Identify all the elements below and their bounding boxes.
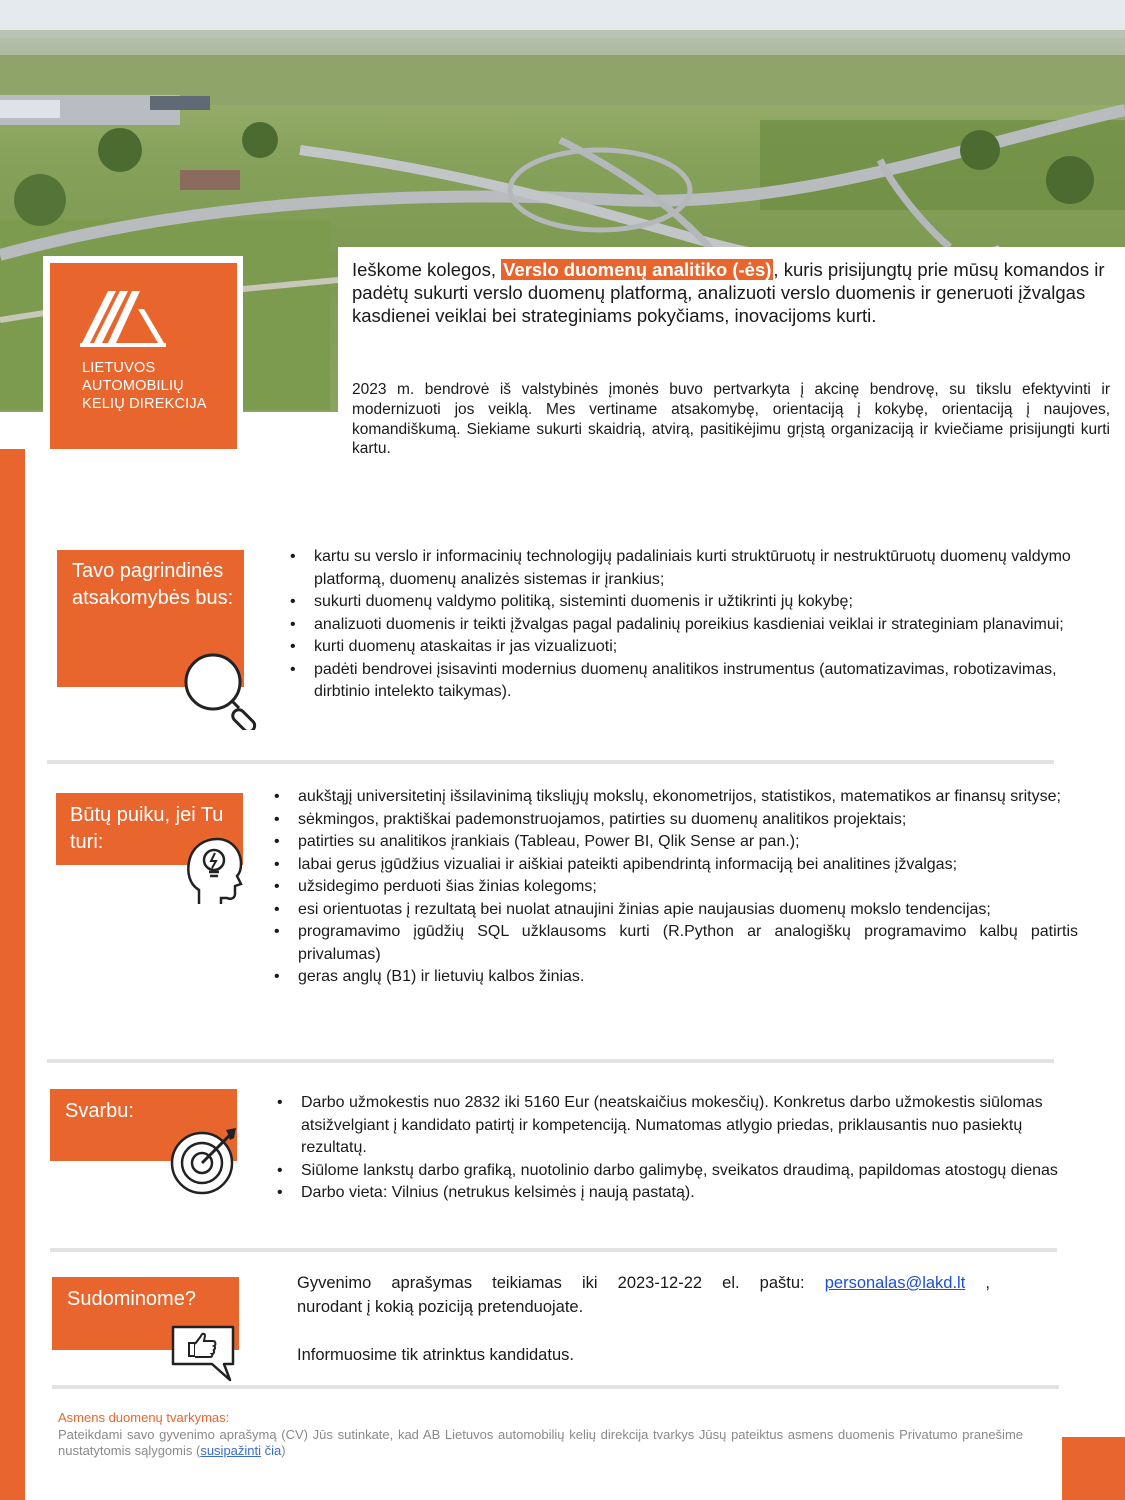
contact-line xyxy=(297,1271,990,1295)
logo-text xyxy=(82,359,207,413)
requirements-list xyxy=(270,786,1078,989)
list-item: • Siūlome lankstų darbo grafiką, nuotolinio darbo galimybę, sveikatos draudimą, papildomas atostogų dienas xyxy=(273,1160,1063,1183)
head-lightbulb-icon xyxy=(185,836,245,913)
privacy-close: ) xyxy=(281,1443,286,1458)
contact-note: Informuosime tik atrinktus kandidatus. xyxy=(297,1346,574,1364)
list-item: • užsidegimo perduoti šias žinias kolegoms; xyxy=(270,876,1078,899)
list-item: • Darbo užmokestis nuo 2832 iki 5160 Eur (neatskaičius mokesčių). Konkretus darbo užmokestis siūlomas atsižvelgiant į kandidato patirtį ir kompetenciją. Numatomas atlygio priedas, priklausantis nuo pasiektų rezultatų. xyxy=(273,1092,1063,1160)
logo-line: AUTOMOBILIŲ xyxy=(82,378,184,394)
list-item: • aukštąjį universitetinį išsilavinimą tiksliųjų mokslų, ekonometrijos, statistikos, matematikos ar finansų srityse; xyxy=(270,786,1078,809)
divider xyxy=(52,1385,1059,1389)
list-item: • padėti bendrovei įsisavinti modernius duomenų analitikos instrumentus (automatizavimas, robotizavimas, dirbtinio intelekto taikymas). xyxy=(286,659,1100,704)
company-about: 2023 m. bendrovė iš valstybinės įmonės buvo pertvarkyta į akcinę bendrovę, su tikslu efektyvinti ir modernizuoti jos veiklą. Mes vertiname atsakomybę, orientaciją į kokybę, orientaciją į naujoves, komandiškumą. Siekiame sukurti skaidrią, atvirą, pasitikėjimu grįstą organizaciją ir kviečiame prisijungti kurti kartu. xyxy=(352,381,1110,458)
thumbs-up-chat-icon xyxy=(170,1324,238,1391)
list-item: • labai gerus įgūdžius vizualiai ir aiškiai pateikti apibendrintą informaciją bei analitines įžvalgas; xyxy=(270,854,1078,877)
divider xyxy=(50,1248,1057,1252)
privacy-link-after: čia xyxy=(261,1443,282,1458)
responsibilities-list xyxy=(286,546,1100,704)
target-arrow-icon xyxy=(170,1126,242,1203)
list-item: • esi orientuotas į rezultatą bei nuolat atnaujini žinias apie naujausias duomenų mokslo tendencijas; xyxy=(270,899,1078,922)
divider xyxy=(47,1059,1054,1063)
privacy-text xyxy=(58,1427,1023,1460)
magnifier-icon xyxy=(183,650,263,735)
left-accent-bar xyxy=(0,449,25,1500)
list-item: • sėkmingos, praktiškai pademonstruojamos, patirties su duomenų analitikos projektais; xyxy=(270,809,1078,832)
important-list xyxy=(273,1092,1063,1205)
privacy-link[interactable]: susipažinti xyxy=(200,1443,262,1458)
list-item: • Darbo vieta: Vilnius (netrukus kelsimės į naują pastatą). xyxy=(273,1182,1063,1205)
list-item: • kurti duomenų ataskaitas ir jas vizualizuoti; xyxy=(286,636,1100,659)
contact-text: Gyvenimo aprašymas teikiamas iki 2023-12-22 el. paštu: xyxy=(297,1274,825,1292)
corner-accent-block xyxy=(1062,1437,1125,1500)
contact-line: nurodant į kokią poziciją pretenduojate. xyxy=(297,1298,584,1316)
road-logo-icon xyxy=(80,291,170,349)
responsibilities-label: Tavo pagrindinės atsakomybės bus: xyxy=(57,550,244,687)
privacy-notice xyxy=(58,1410,1023,1460)
requirements-label: Būtų puiku, jei Tu turi: xyxy=(56,793,243,865)
privacy-title: Asmens duomenų tvarkymas: xyxy=(58,1410,230,1425)
important-label: Svarbu: xyxy=(50,1089,237,1161)
list-item: • geras anglų (B1) ir lietuvių kalbos žinias. xyxy=(270,966,1078,989)
contact-text: , xyxy=(965,1274,990,1292)
list-item: • kartu su verslo ir informacinių technologijų padaliniais kurti struktūruotų ir nestruktūruotų duomenų valdymo platformą, duomenų analizės sistemas ir įrankius; xyxy=(286,546,1100,591)
logo-line: LIETUVOS xyxy=(82,360,156,376)
intro-after: , kuris prisijungtų prie mūsų komandos ir padėtų sukurti verslo duomenų platformą, analizuoti verslo duomenis ir generuoti įžvalgas kasdienei veiklai bei strateginiams pokyčiams, inovacijoms kurti. xyxy=(352,259,1105,326)
intro-text xyxy=(352,258,1110,327)
divider xyxy=(47,760,1054,764)
email-link[interactable]: personalas@lakd.lt xyxy=(824,1274,966,1292)
interested-label: Sudominome? xyxy=(52,1277,239,1350)
job-title-highlight: Verslo duomenų analitiko (-ės) xyxy=(503,259,772,280)
privacy-body: Pateikdami savo gyvenimo aprašymą (CV) Jūs sutinkate, kad AB Lietuvos automobilių kelių direkcija tvarkys Jūsų pateiktus asmens duomenis Privatumo pranešime nustatytomis sąlygomis ( xyxy=(58,1426,1023,1458)
list-item: • programavimo įgūdžių SQL užklausoms kurti (R.Python ar analogiškų programavimo kalbų patirtis privalumas) xyxy=(270,921,1078,966)
contact-info xyxy=(297,1271,997,1367)
logo-line: KELIŲ DIREKCIJA xyxy=(82,396,207,412)
list-item: • analizuoti duomenis ir teikti įžvalgas pagal padalinių poreikius kasdieniai veiklai ir strateginiam planavimui; xyxy=(286,614,1100,637)
company-logo xyxy=(50,263,237,449)
intro-before: Ieškome kolegos, xyxy=(352,259,502,280)
list-item: • sukurti duomenų valdymo politiką, sisteminti duomenis ir užtikrinti jų kokybę; xyxy=(286,591,1100,614)
list-item: • patirties su analitikos įrankiais (Tableau, Power BI, Qlik Sense ar pan.); xyxy=(270,831,1078,854)
